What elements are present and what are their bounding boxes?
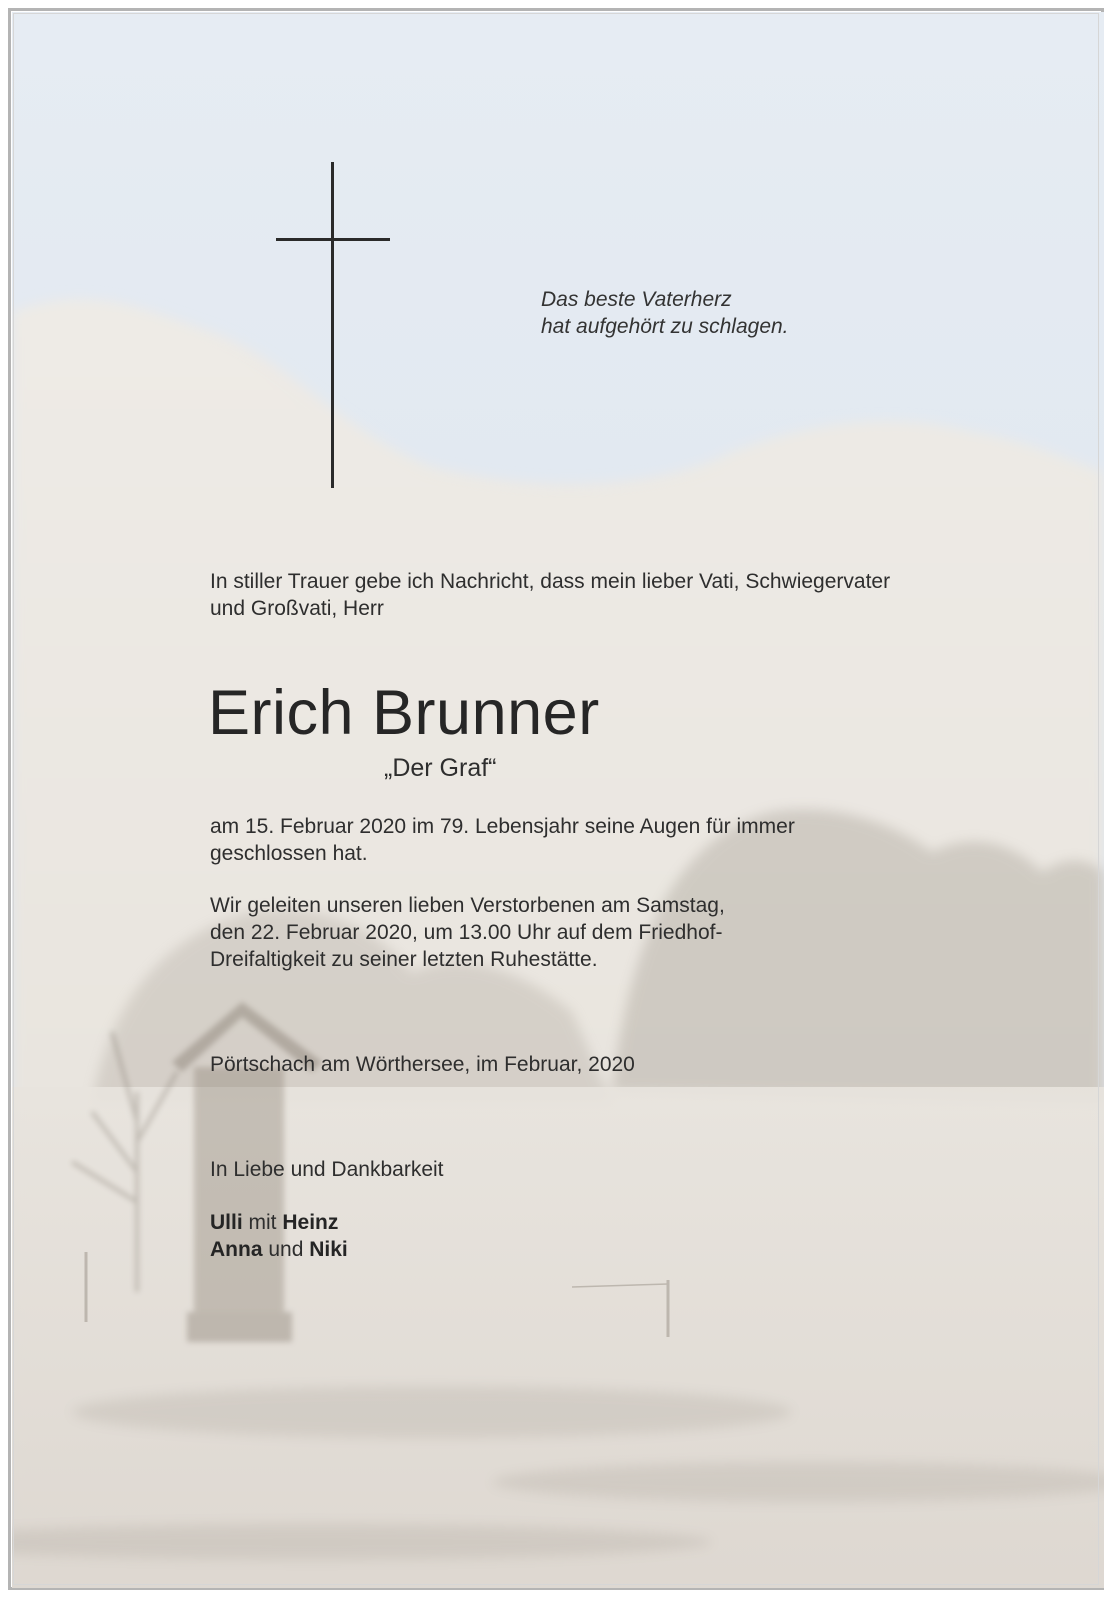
death-line-2: geschlossen hat. xyxy=(210,842,368,865)
mourner-line-1 xyxy=(210,1209,348,1236)
funeral-line-2: den 22. Februar 2020, um 13.00 Uhr auf dem Friedhof- xyxy=(210,921,723,944)
closing-line: In Liebe und Dankbarkeit xyxy=(210,1158,444,1181)
mourner-name: Heinz xyxy=(282,1211,339,1234)
mourner-joiner: mit xyxy=(248,1211,277,1234)
intro-line-1: In stiller Trauer gebe ich Nachricht, dass mein lieber Vati, Schwiegervater xyxy=(210,570,891,593)
place-date: Pörtschach am Wörthersee, im Februar, 2020 xyxy=(210,1053,635,1076)
cross-icon xyxy=(276,162,390,488)
mourner-joiner: und xyxy=(268,1238,304,1261)
intro-line-2: und Großvati, Herr xyxy=(210,597,384,620)
mourner-name: Niki xyxy=(309,1238,348,1261)
deceased-name: Erich Brunner xyxy=(208,678,600,748)
intro-text xyxy=(210,568,890,622)
funeral-line-1: Wir geleiten unseren lieben Verstorbenen am Samstag, xyxy=(210,894,725,917)
mourner-name: Ulli xyxy=(210,1211,243,1234)
death-line-1: am 15. Februar 2020 im 79. Lebensjahr seine Augen für immer xyxy=(210,815,795,838)
death-notice-text xyxy=(210,813,795,867)
motto-line-1: Das beste Vaterherz xyxy=(541,288,732,311)
funeral-line-3: Dreifaltigkeit zu seiner letzten Ruhestätte. xyxy=(210,948,598,971)
motto-quote xyxy=(541,286,789,340)
background-landscape-image xyxy=(12,12,1104,1588)
mourners-list xyxy=(210,1209,348,1263)
funeral-text xyxy=(210,892,725,973)
motto-line-2: hat aufgehört zu schlagen. xyxy=(541,315,789,338)
mourner-name: Anna xyxy=(210,1238,263,1261)
deceased-nickname: „Der Graf“ xyxy=(384,754,497,782)
mourner-line-2 xyxy=(210,1236,348,1263)
